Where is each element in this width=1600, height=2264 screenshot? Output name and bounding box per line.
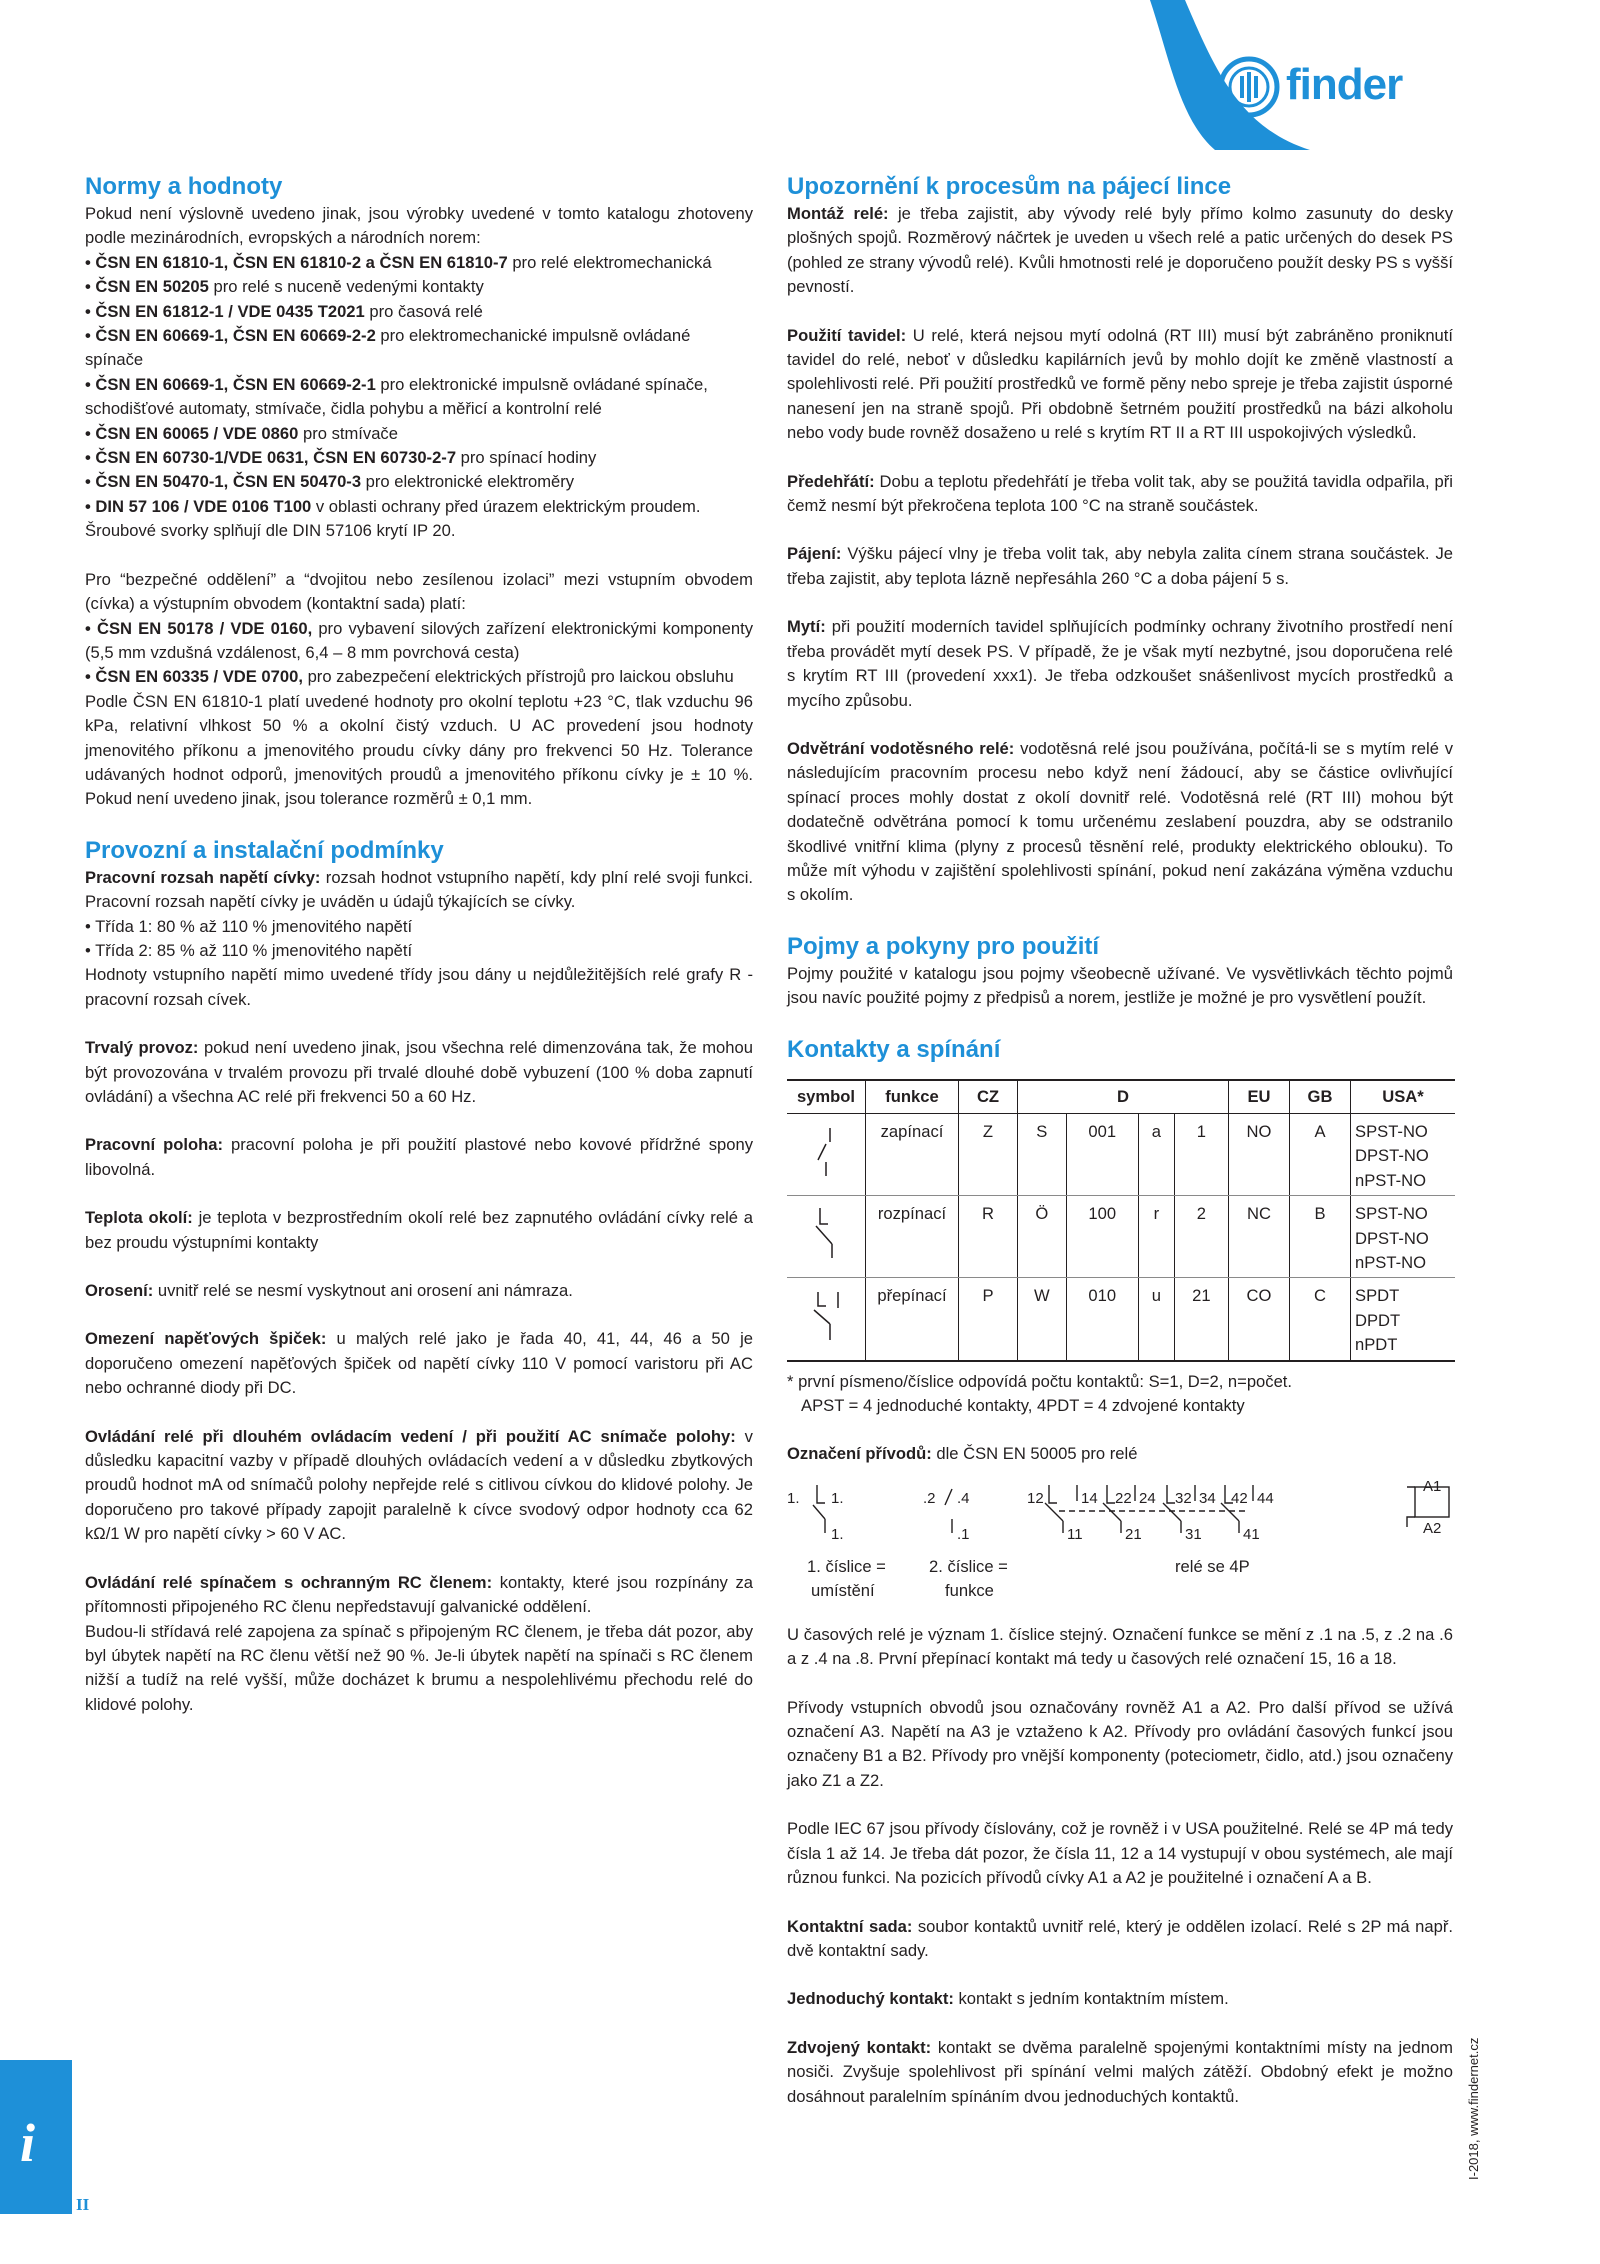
cell: 21 <box>1174 1278 1228 1361</box>
right-column <box>787 172 1453 2109</box>
heading-kontakty: Kontakty a spínání <box>787 1035 1001 1063</box>
cell: Ö <box>1018 1196 1067 1278</box>
term-label: 41 <box>1243 1525 1260 1543</box>
term-label: 42 <box>1231 1489 1248 1507</box>
cell-usa: SPST-NO DPST-NO nPST-NO <box>1351 1196 1456 1278</box>
term-label: A2 <box>1423 1519 1442 1537</box>
cell: 010 <box>1066 1278 1138 1361</box>
col-d: D <box>1018 1080 1229 1114</box>
list-item: • ČSN EN 60065 / VDE 0860 pro stmívače <box>85 422 753 446</box>
cell: CO <box>1229 1278 1290 1361</box>
logo-text: finder <box>1286 60 1403 109</box>
cell: r <box>1138 1196 1174 1278</box>
para-jednoduchy-kontakt: Jednoduchý kontakt: kontakt s jedním kontaktním místem. <box>787 1989 1229 2009</box>
para-predehrati: Předehřátí: Dobu a teplotu předehřátí je třeba volit tak, aby se použitá tavidla odpařila, při čemž nesmí být překročena teplota 100 °C na straně součástek. <box>787 471 1453 516</box>
finder-logo <box>1218 56 1458 120</box>
cell: 2 <box>1174 1196 1228 1278</box>
cell-usa: SPST-NO DPST-NO nPST-NO <box>1351 1113 1456 1195</box>
heading-normy: Normy a hodnoty <box>85 173 283 200</box>
list-item: • ČSN EN 50470-1, ČSN EN 50470-3 pro elektronické elektroměry <box>85 470 753 494</box>
list-item: • ČSN EN 50178 / VDE 0160, pro vybavení silových zařízení elektronickými komponenty (5,5 mm vzdušná vzdálenost, 6,4 – 8 mm povrchová cesta) <box>85 617 753 666</box>
terminal-diagram <box>787 1475 1455 1605</box>
info-tab <box>0 2060 72 2214</box>
term-label: 32 <box>1175 1489 1192 1507</box>
para-teplota-okoli: Teplota okolí: je teplota v bezprostředním okolí relé bez zapnutého ovládání cívky relé a bez proudu výstupními kontakty <box>85 1208 753 1252</box>
col-funkce: funkce <box>866 1080 959 1114</box>
term-label: 1. <box>831 1525 844 1543</box>
cell: rozpínací <box>866 1196 959 1278</box>
info-icon: i <box>20 2113 36 2173</box>
diagram-caption: relé se 4P <box>1175 1556 1250 1576</box>
nc-contact-icon <box>796 1202 856 1262</box>
para-pracovni-poloha: Pracovní poloha: pracovní poloha je při použití plastové nebo kovové přídržné spony libovolná. <box>85 1135 753 1179</box>
para-rc-clen: Ovládání relé spínačem s ochranným RC členem: kontakty, které jsou rozpínány za přítomnosti připojeného RC členu nepředstavují galvanické oddělení. <box>85 1572 753 1617</box>
diagram-caption: funkce <box>945 1580 994 1600</box>
para-tavidla: Použití tavidel: U relé, která nejsou mytí odolná (RT III) musí být zabráněno proniknutí tavidel do relé, neboť v důsledku kapilárních jevů by mohlo dojít ke změně vlastností a spolehlivosti relé. Při použití prostředků ve formě pěny nebo spreje je třeba zajistit úsporné nanesení jen na straně spojů. Při obdobně šetrném použití prostředků na bázi alkoholu nebo vody bude rovněž dosaženo u relé s krytím RT II a RT III uspokojivých výsledků. <box>787 325 1453 443</box>
table-footnote-1: * první písmeno/číslice odpovídá počtu kontaktů: S=1, D=2, n=počet. <box>787 1371 1293 1391</box>
heading-pojmy: Pojmy a pokyny pro použití <box>787 932 1100 960</box>
list-item: • DIN 57 106 / VDE 0106 T100 v oblasti ochrany před úrazem elektrickým proudem. <box>85 495 753 519</box>
term-label: A1 <box>1423 1477 1442 1495</box>
cell: A <box>1290 1113 1351 1195</box>
para-montaz: Montáž relé: je třeba zajistit, aby vývody relé byly přímo kolmo zasunuty do desky plošných spojů. Rozměrový náčrtek je uveden u všech relé a patic určených do desek PS (pohled ze strany vývodů relé). Kvůli hmotnosti relé je doporučeno použít desky PS s vyšší pevností. <box>787 204 1453 297</box>
col-cz: CZ <box>959 1080 1018 1114</box>
cell: 001 <box>1066 1113 1138 1195</box>
normy-intro: Pokud není výslovně uvedeno jinak, jsou výrobky uvedené v tomto katalogu zhotoveny podle mezinárodních, evropských a národních norem: <box>85 204 753 248</box>
term-label: 24 <box>1139 1489 1156 1507</box>
term-label: 22 <box>1115 1489 1132 1507</box>
para-myti: Mytí: při použití moderních tavidel splňujících podmínky ochrany životního prostředí není třeba provádět mytí desek PS. V případě, že je však mytí nezbytné, jsou doporučena relé s krytím RT III (provedení xxx1). Je třeba odzkoušet snášenlivost mycích prostředků a mycího způsobu. <box>787 617 1453 710</box>
page-number: II <box>76 2195 90 2214</box>
term-label: 12 <box>1027 1489 1044 1507</box>
list-item: • ČSN EN 61810-1, ČSN EN 61810-2 a ČSN EN 61810-7 pro relé elektromechanická <box>85 251 753 275</box>
para-oznaceni: Označení přívodů: dle ČSN EN 50005 pro relé <box>787 1444 1138 1464</box>
term-label: 1. <box>787 1489 800 1507</box>
term-label: .2 <box>923 1489 936 1507</box>
para-spicky: Omezení napěťových špiček: u malých relé jako je řada 40, 41, 44, 46 a 50 je doporučeno omezení napěťových špiček od napětí cívky 110 V pomocí varistoru při AC nebo ochranné diody při DC. <box>85 1329 753 1398</box>
no-contact-icon <box>796 1120 856 1180</box>
term-label: 44 <box>1257 1489 1274 1507</box>
table-row <box>787 1113 1455 1195</box>
para-odvetrani: Odvětrání vodotěsného relé: vodotěsná relé jsou používána, počítá-li se s mytím relé v následujícím pracovním procesu nebo když není žádoucí, aby se částice ovlivňující spínací proces mohly dostat z okolí dovnitř relé. Vodotěsná relé (RT III) mohou být dodatečně odvětrána pomocí k tomu určenému zeslabení pouzdra, aby se odstranilo škodlivé vnitřní klima (plyny z procesů těsnění relé, produkty elektrického oblouku). To může mít výhodu v zajištění spolehlivosti spínání, pokud není zakázána výměna vzduchu s okolím. <box>787 738 1453 905</box>
symbol-nc <box>787 1196 866 1278</box>
para-pracovni-rozsah: Pracovní rozsah napětí cívky: rozsah hodnot vstupního napětí, kdy plní relé svoji funkci. Pracovní rozsah napětí cívky je uváděn u údajů týkajících se cívky. <box>85 867 754 912</box>
co-contact-icon <box>796 1284 856 1344</box>
term-label: 31 <box>1185 1525 1202 1543</box>
cell: zapínací <box>866 1113 959 1195</box>
term-label: 14 <box>1081 1489 1098 1507</box>
normy-para2: Pro “bezpečné oddělení” a “dvojitou nebo zesílenou izolaci” mezi vstupním obvodem (cívka) a výstupním obvodem (kontaktní sada) platí: <box>85 569 753 614</box>
cell: přepínací <box>866 1278 959 1361</box>
para-trvaly-provoz: Trvalý provoz: pokud není uvedeno jinak, jsou všechna relé dimenzována tak, že mohou být provozována v trvalém provozu při trvalé dlouhé době vybuzení (100 % doba zapnutí ovládání) a všechna AC relé při frekvenci 50 a 60 Hz. <box>85 1038 753 1106</box>
para-pojmy: Pojmy použité v katalogu jsou pojmy všeobecně užívané. Ve vysvětlivkách těchto pojmů jsou navíc použité pojmy z předpisů a norem, jestliže je možné je pro vysvětlení použít. <box>787 963 1453 1008</box>
para-iec: Podle IEC 67 jsou přívody číslovány, což je rovněž i v USA použitelné. Relé se 4P má tedy čísla 1 až 14. Je třeba dát pozor, že čísla 11, 12 a 14 vystupují v obou systémech, ale mají různou funkci. Na pozicích přívodů cívky A1 a A2 je použitelné i označení A a B. <box>787 1819 1453 1888</box>
term-label: 1. <box>831 1489 844 1507</box>
col-gb: GB <box>1290 1080 1351 1114</box>
cell: Z <box>959 1113 1018 1195</box>
para-pajeni: Pájení: Výšku pájecí vlny je třeba volit tak, aby nebyla zalita cínem strana součástek. Je třeba zajistit, aby teplota lázně nepřesáhla 260 °C a doba pájení 5 s. <box>787 544 1453 588</box>
list-item: • ČSN EN 60335 / VDE 0700, pro zabezpečení elektrických přístrojů pro laickou obsluhu <box>85 665 753 689</box>
symbol-no <box>787 1113 866 1195</box>
cell: a <box>1138 1113 1174 1195</box>
heading-provozni: Provozní a instalační podmínky <box>85 836 444 864</box>
cell: 100 <box>1066 1196 1138 1278</box>
trida-1: • Třída 1: 80 % až 110 % jmenovitého napětí <box>85 916 413 936</box>
finder-logo-icon <box>1218 56 1280 118</box>
term-label: .4 <box>957 1489 970 1507</box>
para-kontaktni-sada: Kontaktní sada: soubor kontaktů uvnitř relé, který je oddělen izolací. Relé s 2P má např. dvě kontaktní sady. <box>787 1916 1453 1960</box>
diagram-caption: 2. číslice = <box>929 1556 1008 1576</box>
list-item: • ČSN EN 60669-1, ČSN EN 60669-2-1 pro elektronické impulsně ovládané spínače, schodišťové automaty, stmívače, čidla pohybu a měřicí a kontrolní relé <box>85 373 753 422</box>
col-eu: EU <box>1229 1080 1290 1114</box>
para-privody: Přívody vstupních obvodů jsou označovány rovněž A1 a A2. Pro další přívod se užívá označení A3. Napětí na A3 je vztaženo k A2. Přívody pro ovládání časových funkcí jsou označeny B1 a B2. Přívody pro vnější komponenty (poteciometr, čidlo, atd.) jsou označeny jako Z1 a Z2. <box>787 1697 1453 1790</box>
table-header-row <box>787 1080 1455 1114</box>
cell: NO <box>1229 1113 1290 1195</box>
cell: W <box>1018 1278 1067 1361</box>
col-symbol: symbol <box>787 1080 866 1114</box>
list-item: • ČSN EN 61812-1 / VDE 0435 T2021 pro časová relé <box>85 300 753 324</box>
para-dlouhe-vedeni: Ovládání relé při dlouhém ovládacím vedení / při použití AC snímače polohy: v důsledku kapacitní vazby v případě dlouhých ovládacích vedení a v důsledku zbytkových proudů hodnot mA od snímačů polohy nepřejde relé s citlivou cívkou do klidové polohy. Je doporučeno pro takové případy zapojit paralelně k cívce svodový odpor hodnoty cca 62 kΩ/1 W pro napětí cívky > 60 V AC. <box>85 1426 753 1544</box>
term-label: 11 <box>1067 1525 1083 1543</box>
table-row <box>787 1278 1455 1361</box>
cell: R <box>959 1196 1018 1278</box>
page-header <box>0 0 1600 150</box>
symbol-co <box>787 1278 866 1361</box>
contacts-table <box>787 1079 1455 1362</box>
para-hodnoty: Hodnoty vstupního napětí mimo uvedené třídy jsou dány u nejdůležitějších relé grafy R - pracovní rozsah cívek. <box>85 965 753 1009</box>
page-title: Technické vysvětlivky <box>74 68 333 104</box>
screw-note: Šroubové svorky splňují dle DIN 57106 krytí IP 20. <box>85 521 456 541</box>
cell: C <box>1290 1278 1351 1361</box>
heading-pajeci: Upozornění k procesům na pájecí lince <box>787 173 1232 200</box>
col-usa: USA* <box>1351 1080 1456 1114</box>
table-footnote-2: APST = 4 jednoduché kontakty, 4PDT = 4 zdvojené kontakty <box>801 1396 1245 1416</box>
term-label: 34 <box>1199 1489 1216 1507</box>
left-column <box>85 172 753 1717</box>
cell: NC <box>1229 1196 1290 1278</box>
para-casova-rele: U časových relé je význam 1. číslice stejný. Označení funkce se mění z .1 na .5, z .2 na .6 a z .4 na .8. První přepínací kontakt má tedy u časových relé označení 15, 16 a 18. <box>787 1624 1453 1669</box>
term-label: 21 <box>1125 1525 1142 1543</box>
cell: P <box>959 1278 1018 1361</box>
list-item: • ČSN EN 60730-1/VDE 0631, ČSN EN 60730-2-7 pro spínací hodiny <box>85 446 753 470</box>
cell: 1 <box>1174 1113 1228 1195</box>
para-rc-clen-2: Budou-li střídavá relé zapojena za spínač s připojeným RC členem, je třeba dát pozor, aby byl úbytek napětí na RC členu větší než 90 %. Je-li úbytek napětí na spínači s RC členem nižší a tudíž na relé vyšší, může docházet k brumu a nespolehlivému přechodu relé do klidové polohy. <box>85 1621 753 1714</box>
side-reference: I-2018, www.findernet.cz <box>1466 2037 1481 2180</box>
cell: S <box>1018 1113 1067 1195</box>
term-label: .1 <box>957 1525 970 1543</box>
para-oroseni: Orosení: uvnitř relé se nesmí vyskytnout ani orosení ani námraza. <box>85 1281 573 1301</box>
para-zdvojeny-kontakt: Zdvojený kontakt: kontakt se dvěma paralelně spojenými kontaktními místy na jednom nosiči. Zvyšuje spolehlivost při spínání velmi malých zátěží. Obdobný efekt je možno dosáhnout paralelním spínáním dvou jednoduchých kontaktů. <box>787 2037 1453 2106</box>
diagram-caption: 1. číslice = <box>807 1556 886 1576</box>
cell: B <box>1290 1196 1351 1278</box>
table-row <box>787 1196 1455 1278</box>
cell-usa: SPDT DPDT nPDT <box>1351 1278 1456 1361</box>
list-item: • ČSN EN 50205 pro relé s nuceně vedenými kontakty <box>85 275 753 299</box>
diagram-caption: umístění <box>811 1580 875 1600</box>
trida-2: • Třída 2: 85 % až 110 % jmenovitého napětí <box>85 940 413 960</box>
normy-list <box>85 251 753 519</box>
cell: u <box>1138 1278 1174 1361</box>
normy-para3: Podle ČSN EN 61810-1 platí uvedené hodnoty pro okolní teplotu +23 °C, tlak vzduchu 96 kPa, relativní vlhkost 50 % a okolní čistý vzduch. U AC provedení jsou hodnoty jmenovitého příkonu a jmenovitého proudu cívky dány pro frekvenci 50 Hz. Tolerance udávaných hodnot odporů, jmenovitých proudů a jmenovitého příkonu cívky je ± 10 %. Pokud není uvedeno jinak, jsou tolerance rozměrů ± 0,1 mm. <box>85 691 753 809</box>
list-item: • ČSN EN 60669-1, ČSN EN 60669-2-2 pro elektromechanické impulsně ovládané spínače <box>85 324 753 373</box>
